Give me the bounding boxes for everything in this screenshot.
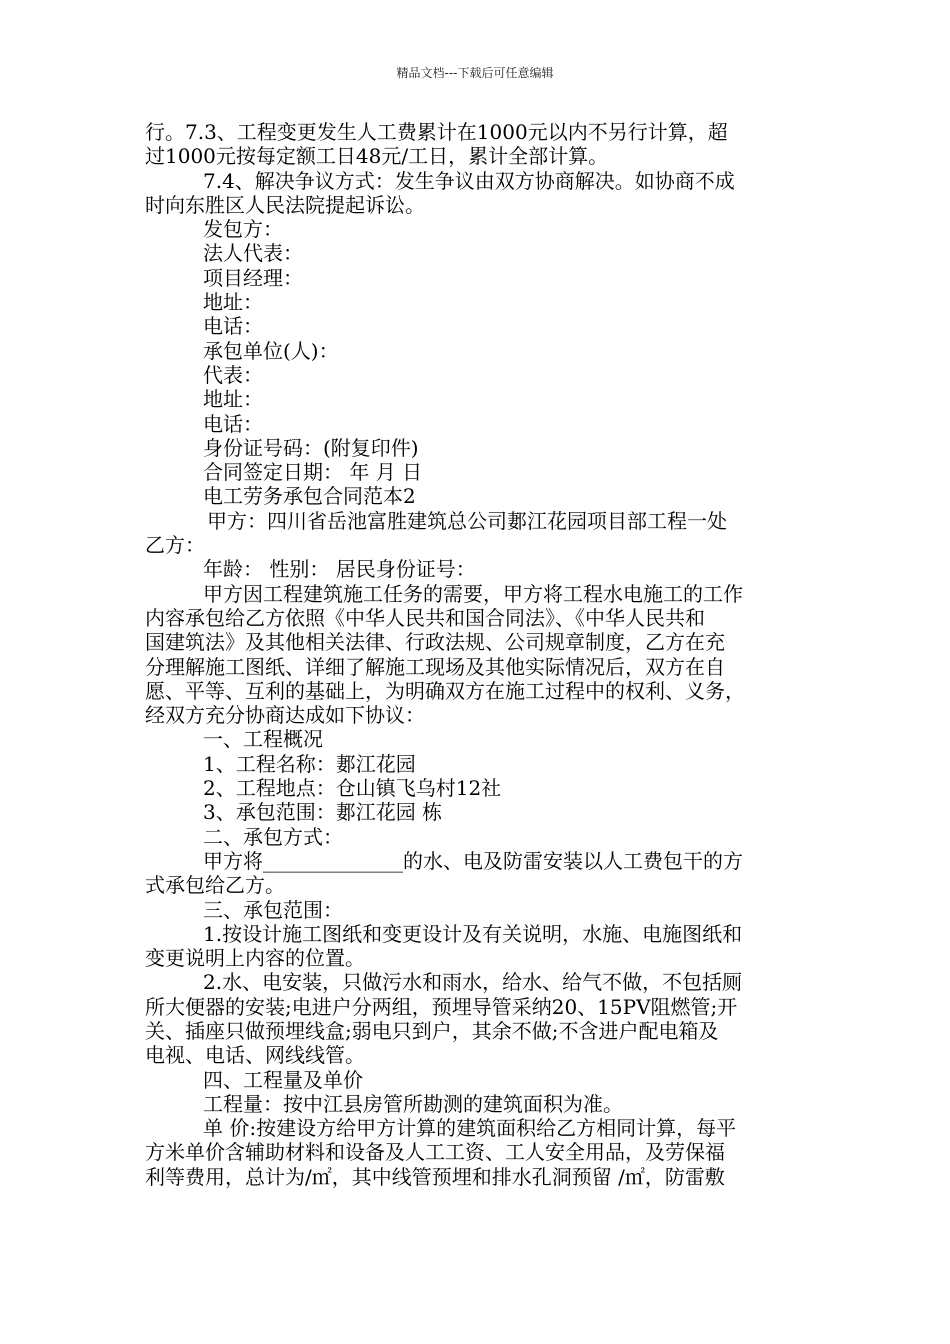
text-line: 项目经理： [203, 265, 303, 290]
text-line: 3、承包范围：郪江花园 栋 [203, 800, 443, 825]
text-line: 法人代表： [203, 241, 303, 266]
text-line: 三、承包范围： [203, 897, 343, 922]
text-line: 2、工程地点：仓山镇飞乌村12社 [203, 776, 502, 801]
text-line: 式承包给乙方。 [145, 873, 285, 898]
text-line: 代表： [203, 362, 263, 387]
text-line: 7.4、解决争议方式：发生争议由双方协商解决。如协商不成 [203, 168, 735, 193]
text-line: 利等费用，总计为/㎡，其中线管预埋和排水孔洞预留 /㎡，防雷敷 [145, 1164, 725, 1189]
text-line: 行。7.3、工程变更发生人工费累计在1000元以内不另行计算，超 [145, 120, 728, 144]
text-line: 二、承包方式： [203, 824, 343, 849]
text-line: 一、工程概况 [203, 727, 323, 752]
text-line: 发包方： [203, 217, 283, 242]
text-line: 地址： [203, 290, 263, 315]
text-line: 国建筑法》及其他相关法律、行政法规、公司规章制度，乙方在充 [145, 630, 725, 655]
text-line: 关、插座只做预埋线盒;弱电只到户，其余不做;不含进户配电箱及 [145, 1018, 719, 1043]
page-header: 精品文档---下载后可任意编辑 [396, 66, 554, 80]
text-line: 乙方： [145, 533, 205, 558]
text-line: 单 价:按建设方给甲方计算的建筑面积给乙方相同计算，每平 [203, 1116, 737, 1141]
text-line: 甲方将______________的水、电及防雷安装以人工费包干的方 [203, 848, 743, 873]
text-line: 所大便器的安装;电进户分两组，预埋导管采纳20、15PV阻燃管;开 [145, 994, 738, 1019]
text-line: 电话： [203, 314, 263, 339]
text-line: 工程量：按中江县房管所勘测的建筑面积为准。 [203, 1091, 623, 1116]
text-line: 内容承包给乙方依照《中华人民共和国合同法》、《中华人民共和 [145, 605, 705, 630]
text-line: 方米单价含辅助材料和设备及人工工资、工人安全用品，及劳保福 [145, 1140, 725, 1165]
text-line: 2.水、电安装，只做污水和雨水，给水、给气不做，不包括厕 [203, 970, 743, 995]
text-line: 甲方因工程建筑施工任务的需要，甲方将工程水电施工的工作 [203, 581, 743, 606]
text-line: 过1000元按每定额工日48元/工日，累计全部计算。 [145, 144, 609, 169]
text-line: 地址： [203, 387, 263, 412]
text-line: 愿、平等、互利的基础上，为明确双方在施工过程中的权利、义务， [145, 678, 745, 703]
text-line: 分理解施工图纸、详细了解施工现场及其他实际情况后，双方在自 [145, 654, 725, 679]
text-line: 合同签定日期： 年 月 日 [203, 460, 423, 485]
text-line: 四、工程量及单价 [203, 1067, 363, 1092]
text-line: 变更说明上内容的位置。 [145, 946, 365, 971]
text-line: 经双方充分协商达成如下协议： [145, 703, 425, 728]
text-line: 1、工程名称：郪江花园 [203, 751, 416, 776]
text-line: 甲方：四川省岳池富胜建筑总公司郪江花园项目部工程一处 [207, 508, 727, 533]
text-line: 承包单位(人)： [203, 338, 339, 363]
document-body [145, 120, 810, 1189]
text-line: 年龄： 性别： 居民身份证号： [203, 557, 476, 582]
text-line: 电视、电话、网线线管。 [145, 1043, 365, 1068]
text-line: 1.按设计施工图纸和变更设计及有关说明，水施、电施图纸和 [203, 921, 743, 946]
text-line: 电工劳务承包合同范本2 [203, 484, 416, 509]
text-line: 时向东胜区人民法院提起诉讼。 [145, 192, 425, 217]
text-line: 身份证号码：(附复印件) [203, 435, 419, 460]
text-line: 电话： [203, 411, 263, 436]
